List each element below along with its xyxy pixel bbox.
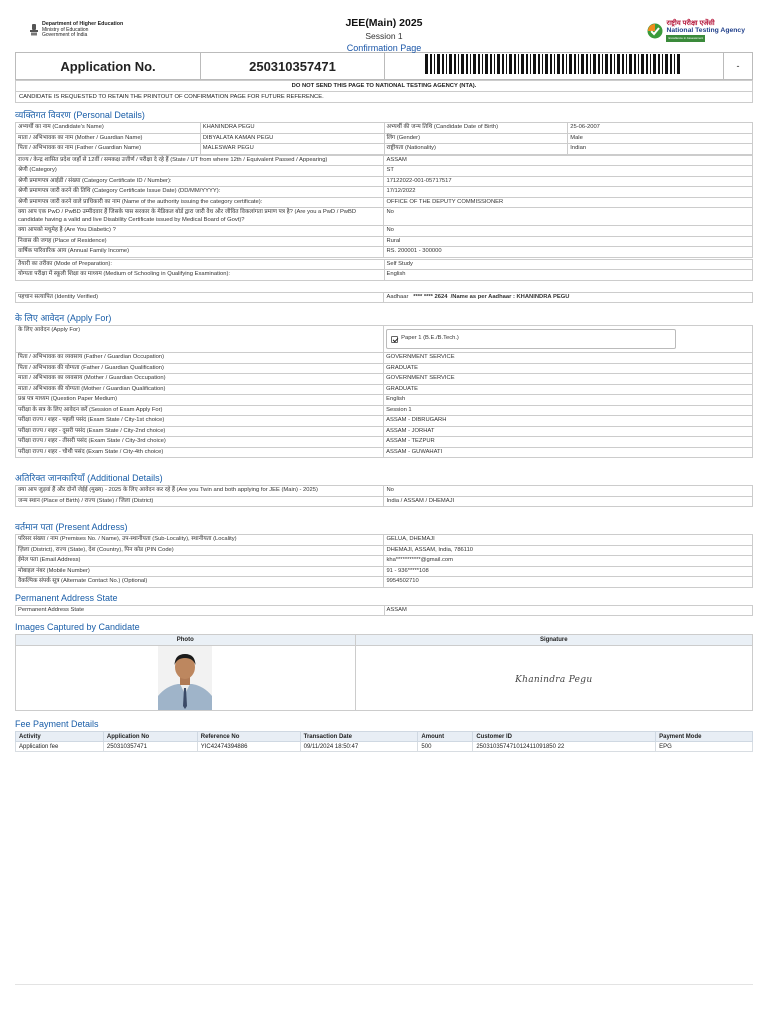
field-value: Male: [568, 133, 753, 144]
field-value: MALESWAR PEGU: [200, 144, 384, 155]
field-value: ASSAM: [384, 155, 753, 166]
fee-column-header: Payment Mode: [656, 732, 753, 742]
field-label: पिता / अभिभावक का नाम (Father / Guardian Name): [16, 144, 201, 155]
fee-column-header: Transaction Date: [300, 732, 418, 742]
field-label: परीक्षा राज्य / शहर - पहली पसंद (Exam State / City-1st choice): [16, 416, 384, 427]
field-value: kha***********@gmail.com: [384, 556, 753, 567]
field-value: English: [384, 395, 753, 406]
field-value: No: [384, 486, 753, 497]
session-label: Session 1: [365, 31, 403, 41]
signature-image: Khanindra Pegu: [515, 675, 593, 685]
identity-table: [15, 292, 753, 304]
field-label: परीक्षा राज्य / शहर - दूसरी पसंद (Exam State / City-2nd choice): [16, 426, 384, 437]
fee-column-header: Activity: [16, 732, 104, 742]
notice-do-not-send: DO NOT SEND THIS PAGE TO NATIONAL TESTING AGENCY (NTA).: [16, 81, 753, 92]
field-value: 91 - 936*****108: [384, 566, 753, 577]
preparation-table: [15, 259, 753, 281]
field-label: माता / अभिभावक की योग्यता (Mother / Guardian Qualification): [16, 384, 384, 395]
field-label: श्रेणी प्रमाणपत्र जारी करने की तिथि (Category Certificate Issue Date) (DD/MM/YYYY):: [16, 187, 384, 198]
field-value: ST: [384, 166, 753, 177]
candidate-photo: [158, 646, 212, 710]
field-value: Self Study: [384, 259, 753, 270]
field-label: मोबाइल नंबर (Mobile Number): [16, 566, 384, 577]
identity-label: पहचान सत्यापित (Identity Verified): [16, 292, 384, 303]
present-address-table: [15, 534, 753, 588]
field-label: अभ्यर्थी का नाम (Candidate's Name): [16, 123, 201, 134]
page-footer-line: [15, 984, 753, 985]
fee-column-header: Amount: [418, 732, 473, 742]
apply-row: [16, 416, 753, 427]
personal-row: [16, 123, 753, 134]
personal-row: [16, 144, 753, 155]
fee-cell: Application fee: [16, 742, 104, 752]
nta-check-icon: [647, 23, 663, 39]
page-title: JEE(Main) 2025: [345, 17, 423, 29]
apply-row: [16, 447, 753, 458]
field-label: क्या आपको मधुमेह है (Are You Diabetic) ?: [16, 226, 384, 237]
field-label: राज्य / केन्द्र शासित प्रदेश जहाँ से 12वीं / समकक्ष उत्तीर्ण / परीक्षा दे रहे हैं (State / UT from where 12th / Equivalent Passed / Appearing): [16, 155, 384, 166]
permanent-address-value: ASSAM: [384, 605, 753, 616]
personal-row: [16, 155, 753, 166]
ministry-line3: Government of India: [42, 32, 88, 38]
field-label: श्रेणी प्रमाणपत्र जारी करने वाले प्राधिकारी का नाम (Name of the authority issuing the category certificate):: [16, 197, 384, 208]
field-value: 17/12/2022: [384, 187, 753, 198]
field-label: ज़िला (District), राज्य (State), देश (Country), पिन कोड (PIN Code): [16, 545, 384, 556]
photo-header: Photo: [16, 635, 356, 646]
fee-table: [15, 731, 753, 752]
fee-column-header: Reference No: [197, 732, 300, 742]
field-label: क्या आप एक PwD / PwBD उम्मीदवार हैं जिसके पास सरकार के मेडिकल बोर्ड द्वारा जारी वैध और जीवित विकलांगता प्रमाण पत्र है? (Are you a PwD / PwBD candidate having a valid and live Disability Certificate issued by Medical Board of Govt)?: [16, 208, 384, 226]
field-value: GOVERNMENT SERVICE: [384, 353, 753, 364]
additional-details-heading: अतिरिक्त जानकारियाँ (Additional Details): [15, 473, 163, 483]
apply-row: [16, 405, 753, 416]
field-value: RS. 200001 - 300000: [384, 247, 753, 258]
application-dash: -: [724, 53, 753, 80]
field-value: 9954502710: [384, 577, 753, 588]
ministry-line1: Department of Higher Education: [42, 21, 124, 27]
personal-details-table: [15, 122, 753, 155]
address-row: [16, 556, 753, 567]
field-label: लिंग (Gender): [384, 133, 568, 144]
personal-row: [16, 208, 753, 226]
permanent-address-table: [15, 605, 753, 617]
field-label: परीक्षा राज्य / शहर - तीसरी पसंद (Exam State / City-3rd choice): [16, 437, 384, 448]
field-label: परीक्षा राज्य / शहर - चौथी पसंद (Exam State / City-4th choice): [16, 447, 384, 458]
barcode-cell: [385, 53, 724, 80]
field-label: तैयारी का तरीका (Mode of Preparation):: [16, 259, 385, 270]
fee-heading: Fee Payment Details: [15, 719, 99, 729]
apply-for-heading: के लिए आवेदन (Apply For): [15, 313, 112, 323]
checked-checkbox-icon: [391, 336, 398, 343]
personal-row: [16, 187, 753, 198]
personal-row: [16, 226, 753, 237]
personal-row: [16, 176, 753, 187]
address-row: [16, 577, 753, 588]
field-value: GRADUATE: [384, 384, 753, 395]
field-value: ASSAM - JORHAT: [384, 426, 753, 437]
personal-row: [16, 197, 753, 208]
field-value: ASSAM - TEZPUR: [384, 437, 753, 448]
application-number-row: [15, 52, 753, 80]
apply-for-label: के लिए आवेदन (Apply For): [16, 326, 384, 353]
field-value: English: [384, 270, 753, 281]
field-value: GRADUATE: [384, 363, 753, 374]
field-label: अभ्यर्थी की जन्म तिथि (Candidate Date of Birth): [384, 123, 568, 134]
field-value: No: [384, 208, 753, 226]
field-value: Rural: [384, 236, 753, 247]
field-label: राष्ट्रीयता (Nationality): [384, 144, 568, 155]
field-label: परीक्षा के सत्र के लिए आवेदन करें (Session of Exam Apply For): [16, 405, 384, 416]
field-value: 25-06-2007: [568, 123, 753, 134]
paper-selection: [386, 329, 676, 349]
images-heading: Images Captured by Candidate: [15, 622, 140, 632]
fee-cell: YIC42474394886: [197, 742, 300, 752]
nta-english-name: National Testing Agency: [666, 27, 745, 34]
nta-tagline: Excellence in Assessment: [668, 36, 704, 40]
field-value: GELUA, DHEMAJI: [384, 535, 753, 546]
page-subtitle: Confirmation Page: [346, 43, 422, 53]
field-label: माता / अभिभावक का नाम (Mother / Guardian Name): [16, 133, 201, 144]
fee-column-header: Customer ID: [473, 732, 656, 742]
application-number-label: Application No.: [16, 53, 201, 80]
identity-value: Aadhaar **** **** 2624 /Name as per Aadhaar : KHANINDRA PEGU: [384, 292, 753, 303]
apply-for-table: [15, 325, 753, 458]
field-label: श्रेणी (Category): [16, 166, 384, 177]
notice-table: [15, 80, 753, 103]
apply-row: [16, 363, 753, 374]
personal-details-heading: व्यक्तिगत विवरण (Personal Details): [15, 110, 145, 120]
page-header: [15, 0, 753, 52]
address-row: [16, 545, 753, 556]
apply-row: [16, 384, 753, 395]
confirmation-page: [15, 0, 753, 752]
field-value: 17122022-001-05717517: [384, 176, 753, 187]
photo-cell: [16, 646, 356, 711]
field-value: DIBYALATA KAMAN PEGU: [200, 133, 384, 144]
nta-logo: [647, 20, 745, 42]
field-value: ASSAM - GUWAHATI: [384, 447, 753, 458]
fee-column-header: Application No: [103, 732, 197, 742]
personal-row: [16, 236, 753, 247]
preparation-row: [16, 270, 753, 281]
preparation-row: [16, 259, 753, 270]
field-label: निवास की जगह (Place of Residence): [16, 236, 384, 247]
fee-row: [16, 742, 753, 752]
field-label: प्रश्न पत्र माध्यम (Question Paper Medium): [16, 395, 384, 406]
images-table: [15, 634, 753, 711]
permanent-address-label: Permanent Address State: [16, 605, 385, 616]
apply-row: [16, 353, 753, 364]
present-address-heading: वर्तमान पता (Present Address): [15, 522, 128, 532]
paper-name: Paper 1: [401, 335, 422, 342]
field-value: GOVERNMENT SERVICE: [384, 374, 753, 385]
signature-header: Signature: [355, 635, 752, 646]
field-label: पिता / अभिभावक का व्यवसाय (Father / Guardian Occupation): [16, 353, 384, 364]
fee-cell: 09/11/2024 18:50:47: [300, 742, 418, 752]
fee-cell: 250310357471012411091850 22: [473, 742, 656, 752]
personal-row: [16, 166, 753, 177]
permanent-address-heading: Permanent Address State: [15, 592, 118, 603]
fee-cell: EPG: [656, 742, 753, 752]
apply-row: [16, 395, 753, 406]
field-value: DHEMAJI, ASSAM, India, 786110: [384, 545, 753, 556]
field-label: जन्म स्थान (Place of Birth) / राज्य (State) / जिला (District): [16, 496, 384, 507]
field-value: Indian: [568, 144, 753, 155]
application-number-value: 250310357471: [201, 53, 385, 80]
additional-row: [16, 496, 753, 507]
apply-row: [16, 374, 753, 385]
field-value: KHANINDRA PEGU: [200, 123, 384, 134]
personal-row: [16, 133, 753, 144]
field-value: ASSAM - DIBRUGARH: [384, 416, 753, 427]
apply-for-value: [384, 326, 753, 353]
additional-row: [16, 486, 753, 497]
field-value: No: [384, 226, 753, 237]
fee-cell: 250310357471: [103, 742, 197, 752]
field-label: माता / अभिभावक का व्यवसाय (Mother / Guardian Occupation): [16, 374, 384, 385]
personal-details-table-2: [15, 155, 753, 258]
barcode-image: [425, 54, 683, 74]
field-value: OFFICE OF THE DEPUTY COMMISSIONER: [384, 197, 753, 208]
additional-details-table: [15, 485, 753, 507]
field-label: योग्यता परीक्षा में स्कूली शिक्षा का माध्यम (Medium of Schooling in Qualifying Examination):: [16, 270, 385, 281]
paper-desc: (B.E./B.Tech.): [423, 335, 459, 342]
signature-cell: [355, 646, 752, 711]
field-value: India / ASSAM / DHEMAJI: [384, 496, 753, 507]
field-label: परिसर संख्या / नाम (Premises No. / Name), उप-स्थानीयता (Sub-Locality), स्थानीयता (Locality): [16, 535, 384, 546]
personal-row: [16, 247, 753, 258]
fee-cell: 500: [418, 742, 473, 752]
field-label: क्या आप जुड़वां हैं और दोनों जेईई (मुख्य) - 2025 के लिए आवेदन कर रहे हैं (Are you Twin and both applying for JEE (Main) - 2025): [16, 486, 384, 497]
field-label: वैकल्पिक संपर्क सूत्र (Alternate Contact No.) (Optional): [16, 577, 384, 588]
field-label: ईमेल पता (Email Address): [16, 556, 384, 567]
apply-row: [16, 437, 753, 448]
notice-retain: CANDIDATE IS REQUESTED TO RETAIN THE PRINTOUT OF CONFIRMATION PAGE FOR FUTURE REFERENCE.: [16, 92, 753, 103]
field-label: वार्षिक पारिवारिक आय (Annual Family Income): [16, 247, 384, 258]
nta-hindi-name: राष्ट्रीय परीक्षा एजेंसी: [666, 20, 715, 27]
field-value: Session 1: [384, 405, 753, 416]
apply-row: [16, 426, 753, 437]
field-label: पिता / अभिभावक की योग्यता (Father / Guardian Qualification): [16, 363, 384, 374]
ministry-line2: Ministry of Education: [42, 26, 89, 33]
address-row: [16, 566, 753, 577]
field-label: श्रेणी प्रमाणपत्र आईडी / संख्या (Category Certificate ID / Number):: [16, 176, 384, 187]
address-row: [16, 535, 753, 546]
